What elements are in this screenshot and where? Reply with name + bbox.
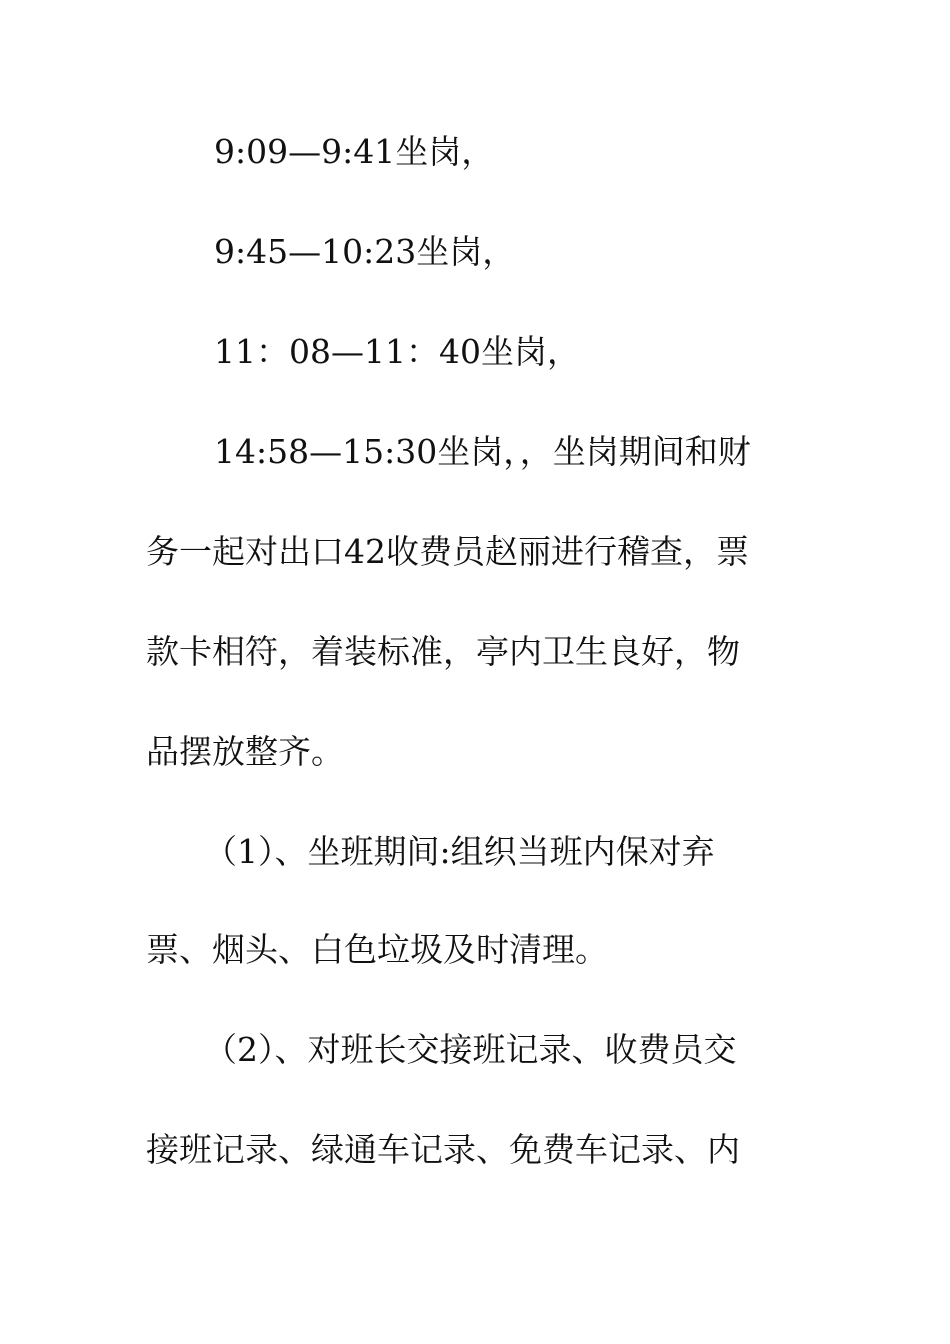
- text-line: 接班记录、绿通车记录、免费车记录、内: [146, 1130, 740, 1169]
- text-line: 9:09—9:41坐岗，: [214, 132, 495, 171]
- text-line: 款卡相符，着装标准，亭内卫生良好，物: [146, 632, 740, 671]
- text-line: 票、烟头、白色垃圾及时清理。: [146, 930, 608, 969]
- text-line: （2）、对班长交接班记录、收费员交: [204, 1030, 737, 1069]
- text-line: （1）、坐班期间:组织当班内保对弃: [204, 832, 715, 871]
- text-line: 14:58—15:30坐岗，，坐岗期间和财: [214, 432, 751, 471]
- text-line: 品摆放整齐。: [146, 732, 344, 771]
- text-line: 务一起对出口42收费员赵丽进行稽查，票: [146, 532, 749, 571]
- text-line: 9:45—10:23坐岗，: [214, 232, 516, 271]
- text-line: 11：08—11：40坐岗，: [214, 332, 580, 371]
